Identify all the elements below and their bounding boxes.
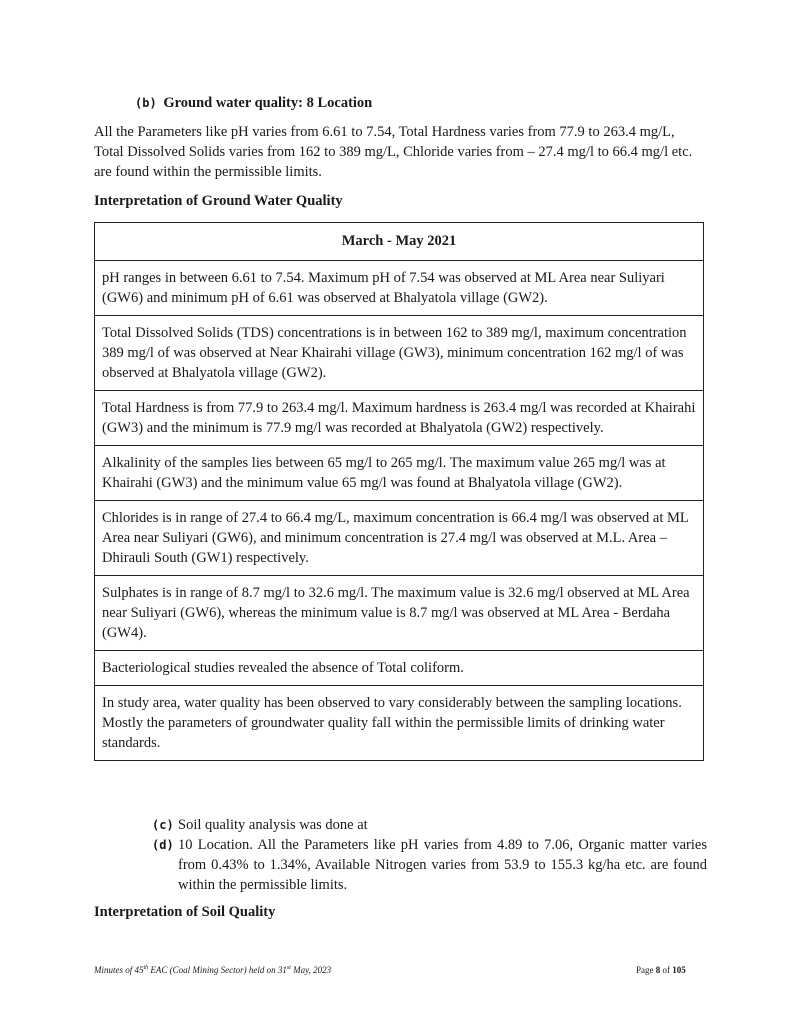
section-b-paragraph: All the Parameters like pH varies from 6.61 to 7.54, Total Hardness varies from 77.9 to 263.4 mg/L, Total Dissolved Solids varies from 162 to 389 mg/L, Chloride varies from – 27.4 mg/l to 66.4 mg/l etc. are found within the permissible limits. bbox=[94, 124, 693, 180]
footer-sup-2: st bbox=[286, 965, 291, 971]
section-b-title: Ground water quality: 8 Location bbox=[163, 95, 373, 111]
table-header-row bbox=[95, 223, 704, 261]
list-text-d: All the Parameters like pH varies from 4.89 to 7.06, Organic matter varies from 0.43% to 1.34%, Available Nitrogen varies from 53.9 to 155.3 kg/ha etc. are found within the permissible limits. bbox=[178, 837, 707, 893]
page-mid: of bbox=[660, 965, 673, 975]
table-row bbox=[95, 391, 704, 446]
footer-text-c: May, 2023 bbox=[290, 965, 332, 975]
table-header-period: March - May 2021 bbox=[95, 223, 704, 261]
page-number bbox=[636, 965, 686, 975]
footer-caption bbox=[94, 965, 331, 975]
table-cell-summary: In study area, water quality has been observed to vary considerably between the sampling locations. Mostly the parameters of groundwater quality fall within the permissible limits of drinking water standards. bbox=[95, 686, 704, 761]
table-cell-sulphates: Sulphates is in range of 8.7 mg/l to 32.6 mg/l. The maximum value is 32.6 mg/l observed at ML Area near Suliyari (GW6), whereas the minimum value is 8.7 mg/l was observed at ML Area - Berdaha (GW4). bbox=[95, 576, 704, 651]
footer-text-a: Minutes of 45 bbox=[94, 965, 144, 975]
page-prefix: Page bbox=[636, 965, 656, 975]
footer-sup-1: th bbox=[143, 965, 149, 971]
table-row bbox=[95, 686, 704, 761]
table-row bbox=[95, 651, 704, 686]
soil-interpretation-heading: Interpretation of Soil Quality bbox=[94, 904, 276, 920]
page-current: 8 bbox=[655, 965, 661, 975]
list-marker-c: (c) bbox=[152, 818, 174, 832]
gw-interpretation-heading: Interpretation of Ground Water Quality bbox=[94, 193, 343, 209]
list-text-c: Soil quality analysis was done at bbox=[178, 817, 368, 833]
table-cell-ph: pH ranges in between 6.61 to 7.54. Maximum pH of 7.54 was observed at ML Area near Suliyari (GW6) and minimum pH of 6.61 was observed at Bhalyatola village (GW2). bbox=[95, 261, 704, 316]
table-cell-hardness: Total Hardness is from 77.9 to 263.4 mg/l. Maximum hardness is 263.4 mg/l was recorded at Khairahi (GW3) and the minimum is 77.9 mg/l was recorded at Bhalyatola (GW2) respectively. bbox=[95, 391, 704, 446]
page-total: 105 bbox=[672, 965, 686, 975]
table-cell-bacteriological: Bacteriological studies revealed the absence of Total coliform. bbox=[95, 651, 704, 686]
table-row bbox=[95, 576, 704, 651]
table-row bbox=[95, 446, 704, 501]
footer-text-b: EAC (Coal Mining Sector) held on 31 bbox=[148, 965, 287, 975]
list-item-c bbox=[152, 815, 707, 835]
list-item-d bbox=[152, 835, 707, 895]
table-cell-chlorides: Chlorides is in range of 27.4 to 66.4 mg/L, maximum concentration is 66.4 mg/l was observed at ML Area near Suliyari (GW6), and minimum concentration is 27.4 mg/l was observed at M.L. Area – Dhirauli South (GW1) respectively. bbox=[95, 501, 704, 576]
list-marker-d: (d) bbox=[152, 838, 174, 852]
list-lead-d: 10 Location. bbox=[178, 837, 253, 853]
section-b-marker: (b) bbox=[135, 96, 157, 110]
soil-list bbox=[152, 815, 707, 895]
table-row bbox=[95, 261, 704, 316]
table-row bbox=[95, 501, 704, 576]
section-b-heading bbox=[135, 95, 372, 112]
table-cell-tds: Total Dissolved Solids (TDS) concentrations is in between 162 to 389 mg/l, maximum concentration 389 mg/l of was observed at Near Khairahi village (GW3), minimum concentration 162 mg/l of was observed at Bhalyatola village (GW2). bbox=[95, 316, 704, 391]
table-row bbox=[95, 316, 704, 391]
gw-quality-table bbox=[94, 222, 704, 761]
table-cell-alkalinity: Alkalinity of the samples lies between 65 mg/l to 265 mg/l. The maximum value 265 mg/l was at Khairahi (GW3) and the minimum value 65 mg/l was found at Bhalyatola village (GW2). bbox=[95, 446, 704, 501]
